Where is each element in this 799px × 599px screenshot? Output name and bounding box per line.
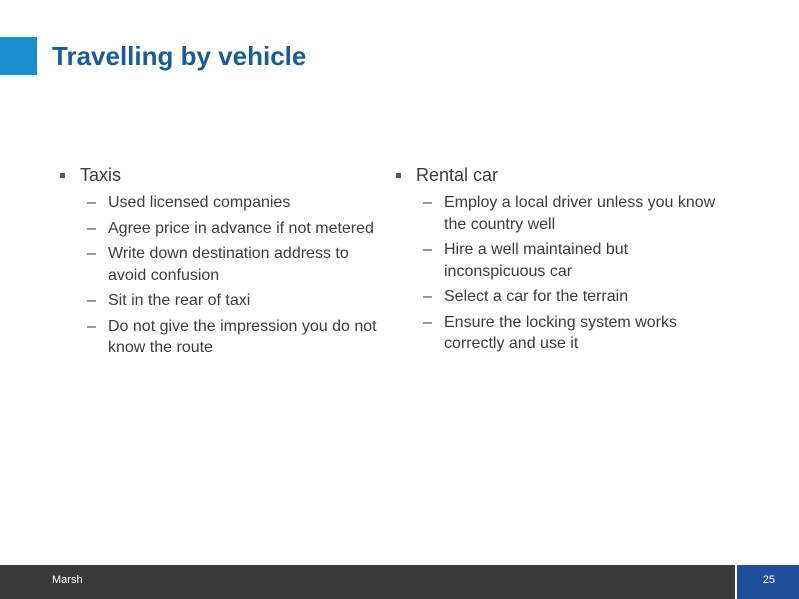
heading-label: Taxis <box>80 165 122 185</box>
dash-bullet-icon: – <box>87 245 96 262</box>
list-item: – Select a car for the terrain <box>396 286 716 308</box>
bullet-heading-rental-car <box>396 164 716 186</box>
list-item: – Sit in the rear of taxi <box>60 290 390 312</box>
title-accent-bar <box>0 37 37 75</box>
dash-bullet-icon: – <box>423 194 432 211</box>
taxis-list <box>60 192 390 359</box>
rental-car-column <box>396 164 716 359</box>
slide-title: Travelling by vehicle <box>52 41 307 71</box>
list-item: – Employ a local driver unless you know the country well <box>423 194 716 233</box>
dash-bullet-icon: – <box>87 292 96 309</box>
dash-bullet-icon: – <box>87 219 96 237</box>
bullet-heading-taxis <box>60 164 390 186</box>
list-item: – Hire a well maintained but inconspicuous car <box>423 241 629 280</box>
list-item: – Do not give the impression you do not know the route <box>87 317 377 356</box>
dash-bullet-icon: – <box>87 317 96 335</box>
heading-label: Rental car <box>416 165 499 185</box>
list-item: – Write down destination address to avoid confusion <box>87 245 349 284</box>
list-item: – Used licensed companies <box>60 192 390 214</box>
page-number: 25 <box>762 574 775 586</box>
taxis-column <box>60 164 390 363</box>
dash-bullet-icon: – <box>423 313 432 331</box>
rental-car-list <box>396 192 716 355</box>
dash-bullet-icon: – <box>423 241 432 258</box>
dash-bullet-icon: – <box>423 288 432 305</box>
square-bullet-icon <box>396 173 401 178</box>
list-item: – Agree price in advance if not metered <box>60 218 390 240</box>
dash-bullet-icon: – <box>87 194 96 211</box>
footer-company-label: Marsh <box>52 574 83 586</box>
page-number-box <box>735 565 799 599</box>
list-item: – Ensure the locking system works correctly and use it <box>423 313 677 352</box>
square-bullet-icon <box>60 173 65 178</box>
footer-bar <box>0 565 799 599</box>
